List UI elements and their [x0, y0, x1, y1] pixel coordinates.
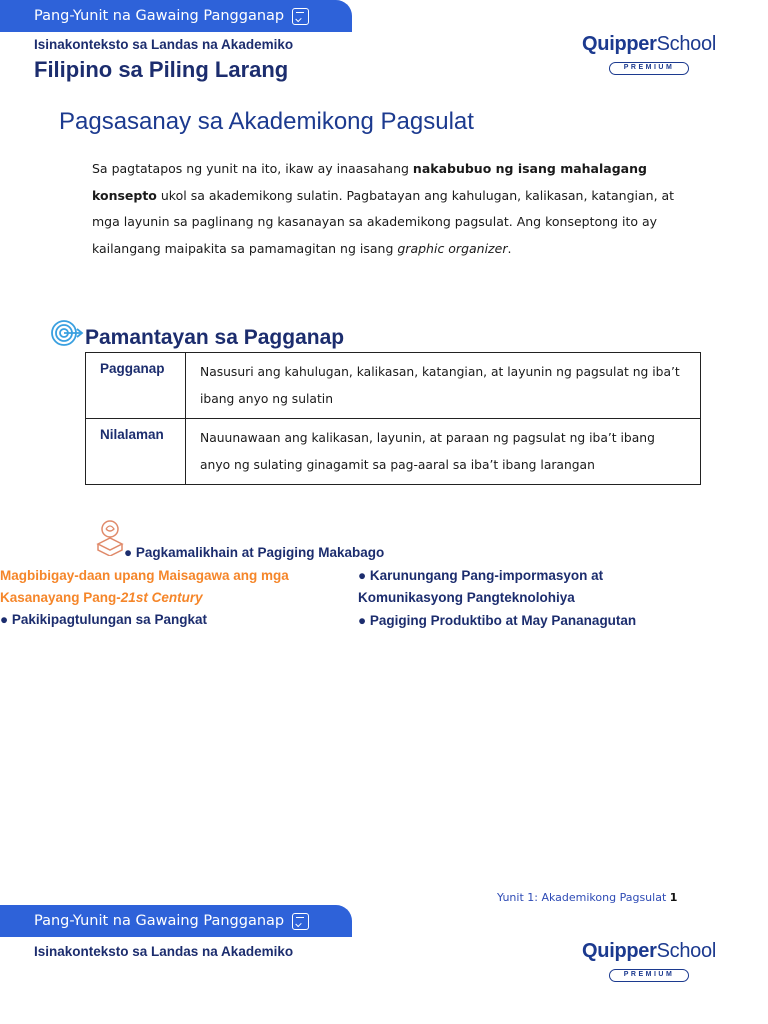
skills-intro-italic: 21st Century — [120, 590, 203, 605]
skill-productivity: ● Pagiging Produktibo at May Pananagutan — [358, 613, 637, 628]
logo-regular: School — [656, 940, 716, 962]
skills-intro-text: Kasanayang Pang- — [0, 590, 121, 605]
page-number: 1 — [669, 891, 678, 904]
target-icon — [50, 318, 84, 348]
pamantayan-title: Pamantayan sa Pagganap — [85, 326, 345, 349]
skill-info-literacy-line1: ● Karunungang Pang-impormasyon at — [358, 568, 604, 583]
header-subtitle: Isinakonteksto sa Landas na Akademiko — [34, 37, 294, 52]
header-banner-page2 — [0, 905, 352, 937]
section-title: Pagsasanay sa Akademikong Pagsulat — [59, 108, 474, 135]
course-title: Filipino sa Piling Larang — [34, 57, 289, 82]
row-text: Nasusuri ang kahulugan, kalikasan, katangian, at layunin ng pagsulat ng iba’t ibang anyo ng sulatin — [186, 353, 701, 419]
checklist-icon — [292, 8, 309, 25]
banner-title: Pang-Yunit na Gawaing Pangganap — [34, 913, 285, 929]
row-text: Nauunawaan ang kalikasan, layunin, at paraan ng pagsulat ng iba’t ibang anyo ng sulating ginagamit sa pag-aaral sa iba’t ibang larangan — [186, 419, 701, 485]
page-footer — [497, 891, 677, 904]
skill-info-literacy-line2: Komunikasyong Pangteknolohiya — [358, 590, 575, 605]
quipper-school-logo — [578, 33, 720, 75]
banner-title: Pang-Yunit na Gawaing Pangganap — [34, 8, 285, 24]
logo-tier: PREMIUM — [609, 969, 689, 982]
skill-collaboration: ● Pakikipagtulungan sa Pangkat — [0, 612, 207, 627]
intro-paragraph — [92, 156, 682, 262]
intro-text-2: ukol sa akademikong sulatin. Pagbatayan ang kahulugan, kalikasan, katangian, at mga layunin sa paglinang ng kasanayan sa akademikong pagsulat. Ang konseptong ito ay kailangang maipakita sa pamamagitan ng isang — [92, 187, 675, 256]
table-row — [86, 353, 701, 419]
logo-bold: Quipper — [582, 940, 657, 962]
quipper-school-logo-page2 — [578, 940, 720, 982]
checklist-icon — [292, 913, 309, 930]
pamantayan-table — [85, 352, 701, 485]
intro-italic: graphic organizer — [397, 240, 508, 256]
skill-creativity: ● Pagkamalikhain at Pagiging Makabago — [124, 545, 385, 560]
footer-unit: Yunit 1: Akademikong Pagsulat — [497, 891, 670, 904]
table-row — [86, 419, 701, 485]
header-banner — [0, 0, 352, 32]
intro-text-3: . — [507, 240, 512, 256]
rose-icon — [95, 518, 125, 556]
logo-bold: Quipper — [582, 33, 657, 55]
logo-tier: PREMIUM — [609, 62, 689, 75]
skills-intro-line1: Magbibigay-daan upang Maisagawa ang mga — [0, 568, 289, 583]
row-label: Pagganap — [86, 353, 186, 419]
header-subtitle-page2: Isinakonteksto sa Landas na Akademiko — [34, 944, 294, 959]
skills-intro-line2 — [0, 590, 203, 605]
intro-bold: nakabubuo ng isang mahalagang konsepto — [92, 161, 647, 203]
row-label: Nilalaman — [86, 419, 186, 485]
intro-text-1: Sa pagtatapos ng yunit na ito, ikaw ay inaasahang — [92, 161, 413, 176]
logo-regular: School — [656, 33, 716, 55]
